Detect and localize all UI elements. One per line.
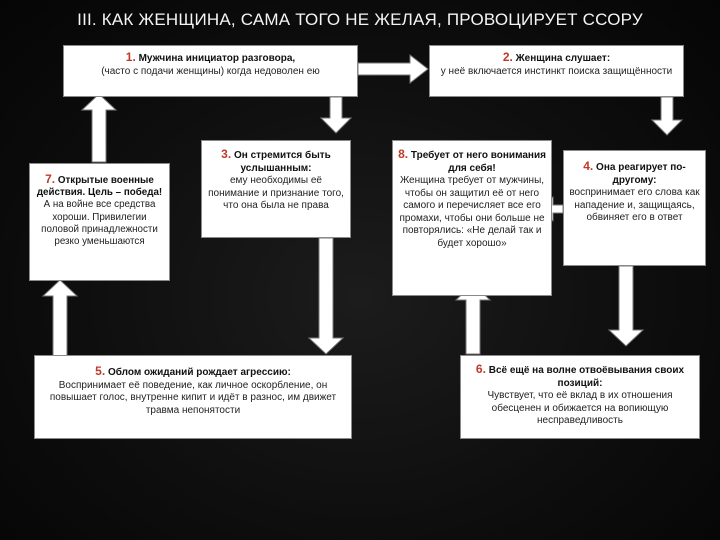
box-2-body: у неё включается инстинкт поиска защищённости <box>440 65 673 77</box>
box-4-heading: Она реагирует по- другому: <box>596 162 686 186</box>
box-2-listens <box>429 45 684 97</box>
box-8-demands <box>392 140 552 296</box>
box-1-body: (часто с подачи женщины) когда недоволен ею <box>101 65 320 77</box>
box-8-number: 8. <box>398 147 409 161</box>
arrow-1-to-3 <box>321 97 351 133</box>
box-3-body: ему необходимы её понимание и признание того, что она была не права <box>208 175 344 211</box>
box-6-heading: Всё ещё на волне отвоёвывания своих позиций: <box>488 365 685 389</box>
box-5-heading: Облом ожиданий рождает агрессию: <box>107 367 291 378</box>
box-3-heading: Он стремится быть услышанным: <box>233 150 331 174</box>
arrow-4-to-6 <box>609 266 643 346</box>
arrow-1-to-2 <box>358 55 428 83</box>
box-5-aggression <box>34 355 352 439</box>
box-8-heading: Требует от него вонимания для себя! <box>410 150 546 174</box>
arrow-3-to-5 <box>309 238 343 354</box>
box-8-body: Женщина требует от мужчины, чтобы он защитил её от него самого и перечисляет все его промахи, чтобы они больше не повторялись: «Не делай так и будет хорошо» <box>399 175 545 249</box>
box-2-number: 2. <box>502 50 513 64</box>
box-2-heading: Женщина слушает: <box>515 53 611 64</box>
box-5-body: Воспринимает её поведение, как личное оскорбление, он повышает голос, внутренне кипит и идёт в разнос, им движет травма непонятости <box>49 379 337 416</box>
box-1-heading: Мужчина инициатор разговора, <box>138 53 296 64</box>
box-3-number: 3. <box>221 147 232 161</box>
box-7-body: А на войне все средства хороши. Привилегии половой принадлежности резко уменьшаются <box>41 199 158 248</box>
box-4-body: воспринимает его слова как нападение и, защищаясь, обвиняет его в ответ <box>569 187 700 223</box>
arrow-7-to-1 <box>82 94 116 162</box>
box-1-number: 1. <box>125 50 136 64</box>
box-6-positions <box>460 355 700 439</box>
box-4-number: 4. <box>583 159 594 173</box>
box-6-number: 6. <box>475 362 486 376</box>
box-7-war <box>29 163 170 281</box>
box-3-wants-heard <box>201 140 351 238</box>
arrow-5-to-7 <box>43 280 77 360</box>
box-7-heading: Открытые военные действия. Цель – победа! <box>36 175 163 199</box>
page-title: III. КАК ЖЕНЩИНА, САМА ТОГО НЕ ЖЕЛАЯ, ПРОВОЦИРУЕТ ССОРУ <box>77 10 643 29</box>
arrow-2-down <box>652 97 682 135</box>
box-1-initiator <box>63 45 358 97</box>
box-6-body: Чувствует, что её вклад в их отношения обесценен и обижается на вопиющую несправедливость <box>487 390 673 426</box>
box-5-number: 5. <box>95 364 106 378</box>
box-7-number: 7. <box>45 172 56 186</box>
box-4-reacts <box>563 150 706 266</box>
